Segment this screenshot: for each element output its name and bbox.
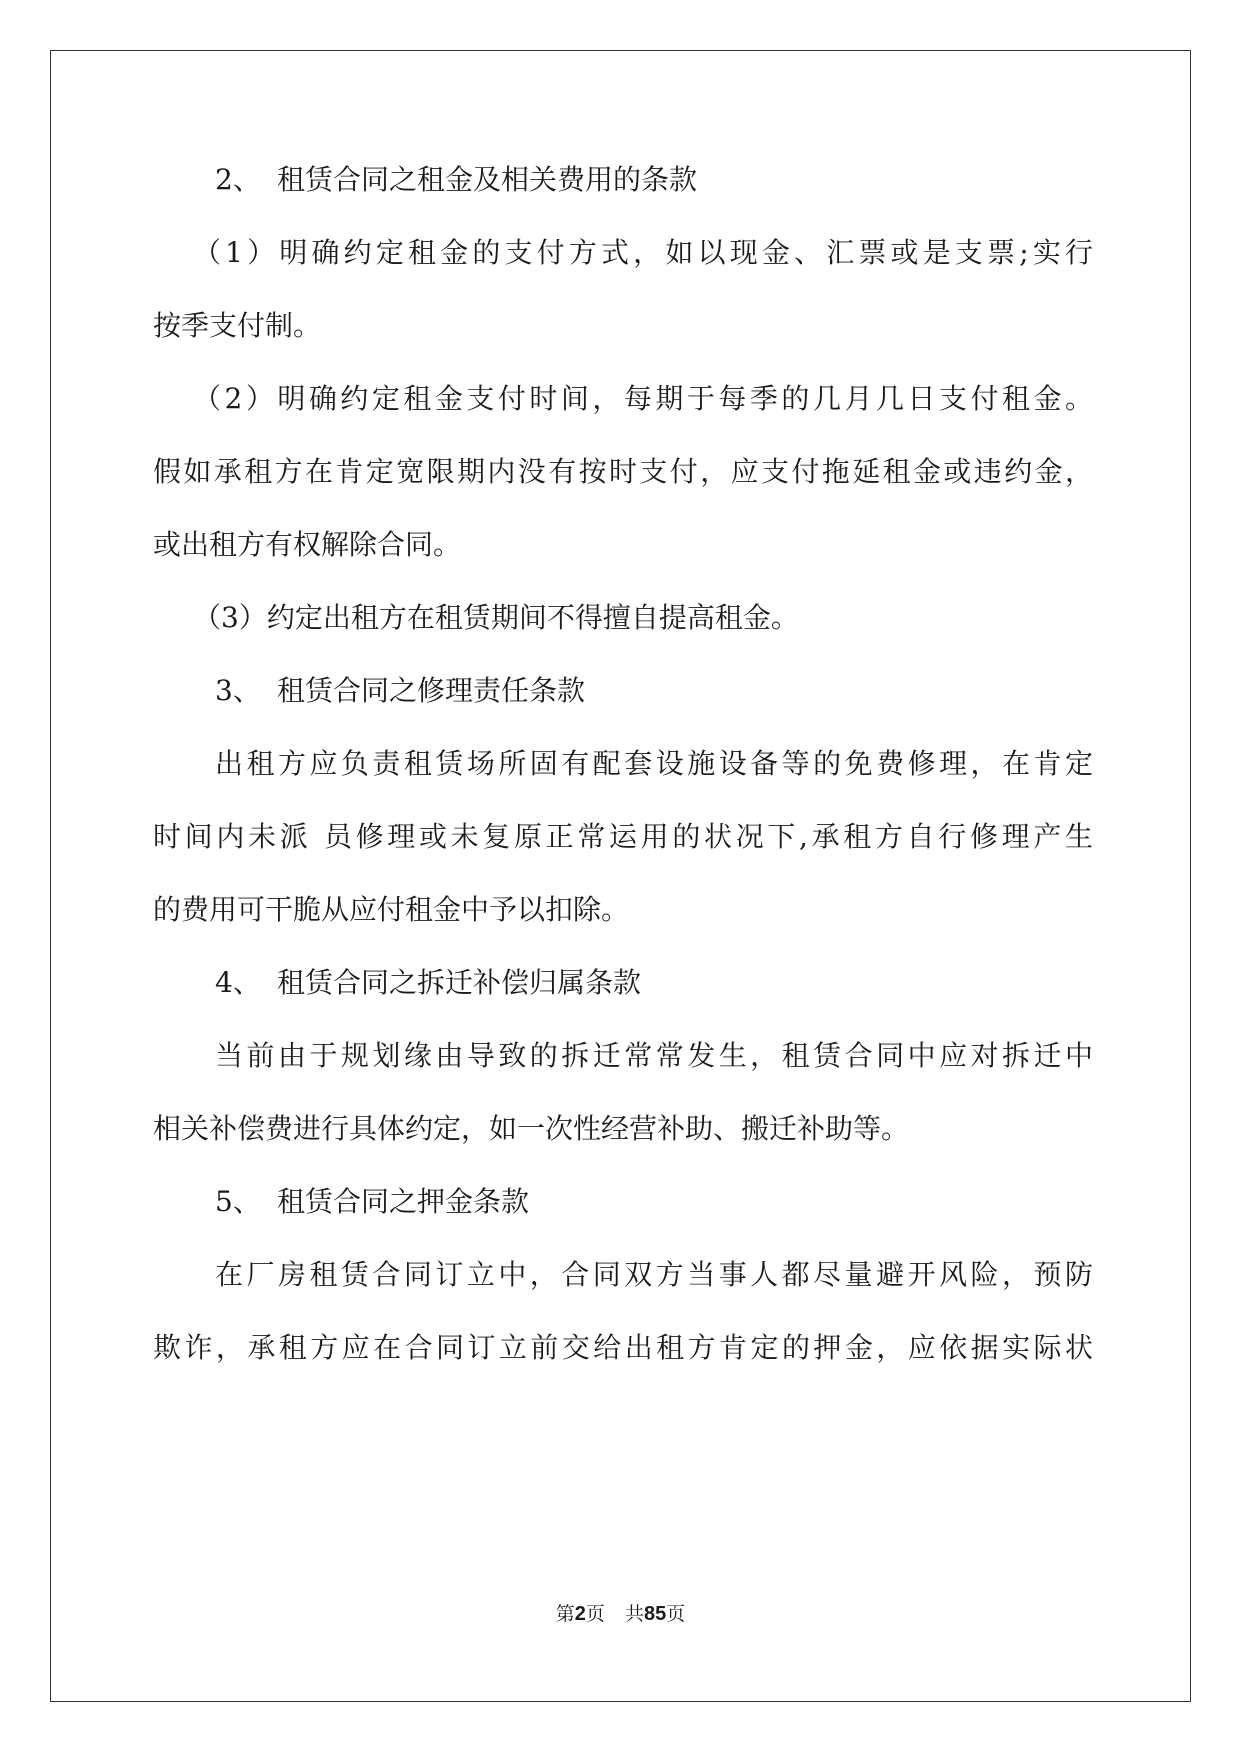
- paragraph-line: 时间内未派 员修理或未复原正常运用的状况下,承租方自行修理产生: [153, 820, 1093, 853]
- page-number: 2: [574, 1603, 586, 1625]
- heading-number: 3、: [215, 674, 261, 707]
- paragraph-line: （2）明确约定租金支付时间，每期于每季的几月几日支付租金。: [193, 382, 1093, 415]
- heading-number: 4、: [215, 966, 261, 999]
- section-heading-2: [215, 160, 697, 200]
- heading-number: 2、: [215, 163, 261, 196]
- paragraph-line: 假如承租方在肯定宽限期内没有按时支付，应支付拖延租金或违约金，: [153, 455, 1093, 488]
- heading-text: 租赁合同之押金条款: [277, 1185, 530, 1218]
- section-heading-4: [215, 963, 641, 1003]
- paragraph-line: 相关补偿费进行具体约定，如一次性经营补助、搬迁补助等。: [153, 1112, 910, 1145]
- total-prefix: 共: [624, 1603, 644, 1625]
- paragraph-line: 在厂房租赁合同订立中，合同双方当事人都尽量避开风险，预防: [215, 1258, 1093, 1291]
- paragraph-line: 的费用可干脆从应付租金中予以扣除。: [153, 893, 630, 926]
- heading-text: 租赁合同之拆迁补偿归属条款: [277, 966, 642, 999]
- paragraph-line: （1）明确约定租金的支付方式，如以现金、汇票或是支票;实行: [193, 236, 1093, 269]
- paragraph-line: 欺诈，承租方应在合同订立前交给出租方肯定的押金，应依据实际状: [153, 1331, 1093, 1364]
- total-suffix: 页: [666, 1603, 686, 1625]
- paragraph-line: 按季支付制。: [153, 309, 322, 342]
- section-heading-5: [215, 1182, 529, 1222]
- paragraph-line: 或出租方有权解除合同。: [153, 528, 462, 561]
- heading-number: 5、: [215, 1185, 261, 1218]
- paragraph-line: 当前由于规划缘由导致的拆迁常常发生，租赁合同中应对拆迁中: [215, 1039, 1093, 1072]
- heading-text: 租赁合同之租金及相关费用的条款: [277, 163, 698, 196]
- page-suffix: 页: [585, 1603, 605, 1625]
- heading-text: 租赁合同之修理责任条款: [277, 674, 586, 707]
- total-pages: 85: [643, 1603, 667, 1625]
- page-border: [50, 50, 1191, 1702]
- section-heading-3: [215, 671, 585, 711]
- page-prefix: 第: [555, 1603, 575, 1625]
- paragraph-line: （3）约定出租方在租赁期间不得擅自提高租金。: [193, 601, 799, 634]
- page-footer: [0, 1600, 1241, 1628]
- paragraph-line: 出租方应负责租赁场所固有配套设施设备等的免费修理，在肯定: [215, 747, 1093, 780]
